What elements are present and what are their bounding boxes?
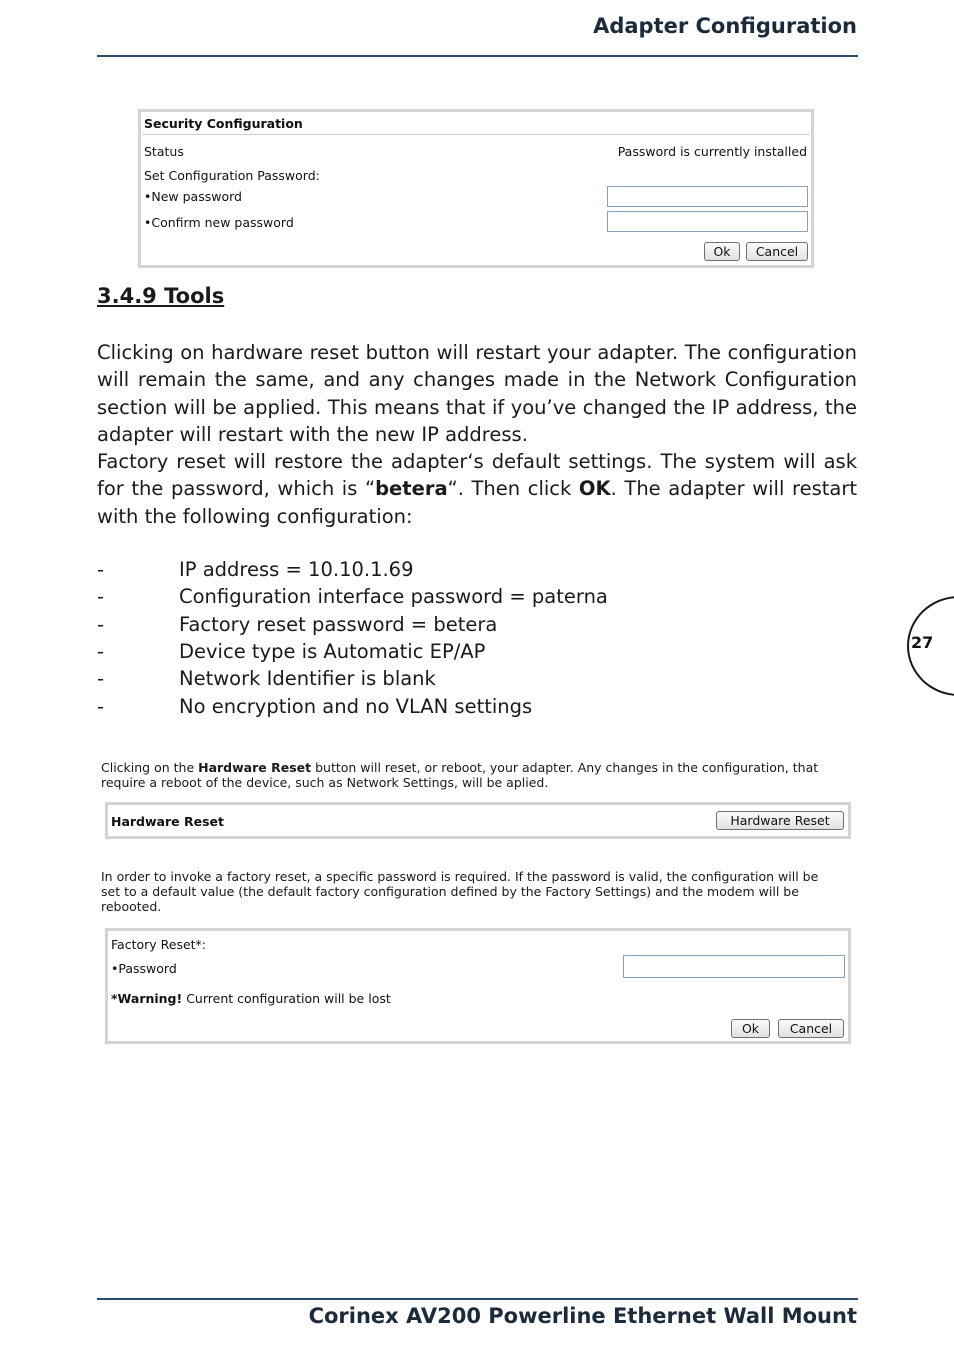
paragraph-hardware-reset: Clicking on hardware reset button will restart your adapter. The configuration will remain the same, and any changes made in the Network Configuration section will be applied. This means that if you’ve changed the IP address, the adapter will restart with the new IP address. xyxy=(97,341,857,446)
password-emphasis: betera xyxy=(375,477,448,501)
new-password-input[interactable] xyxy=(607,186,808,207)
list-item-text: Device type is Automatic EP/AP xyxy=(179,640,486,663)
cancel-button[interactable]: Cancel xyxy=(746,242,808,261)
hardware-reset-note xyxy=(101,760,861,790)
factory-reset-title: Factory Reset*: xyxy=(111,937,207,952)
para-text: . The adapter will restart with the following configuration: xyxy=(97,477,858,528)
list-dash: - xyxy=(97,695,105,718)
list-item xyxy=(97,640,485,663)
header-rule xyxy=(97,55,858,57)
list-dash: - xyxy=(97,558,105,581)
warning-emphasis: *Warning! xyxy=(111,991,183,1006)
new-password-label: •New password xyxy=(144,189,242,204)
list-dash: - xyxy=(97,613,105,636)
set-password-label: Set Configuration Password: xyxy=(144,168,320,183)
factory-password-label: •Password xyxy=(111,961,177,976)
list-item-text: Network Identifier is blank xyxy=(179,667,436,690)
confirm-password-input[interactable] xyxy=(607,211,808,232)
ok-button[interactable]: Ok xyxy=(704,242,740,261)
list-item-text: IP address = 10.10.1.69 xyxy=(179,558,414,581)
panel-divider xyxy=(142,134,810,135)
list-item xyxy=(97,558,414,581)
para-text: Factory reset will restore the adapter‘s default settings. The system will ask for the password, which is “ xyxy=(97,450,857,501)
factory-password-input[interactable] xyxy=(623,955,845,978)
para-text: “. Then click xyxy=(447,477,579,501)
list-dash: - xyxy=(97,667,105,690)
factory-reset-panel xyxy=(105,928,851,1044)
status-value: Password is currently installed xyxy=(617,144,807,159)
note-text: button will reset, or reboot, your adapter. Any changes in the configuration, that require a reboot of the device, such as Network Settings, will be aplied. xyxy=(101,760,819,790)
security-config-title: Security Configuration xyxy=(144,116,303,131)
factory-ok-button[interactable]: Ok xyxy=(731,1019,770,1038)
page-number: 27 xyxy=(911,633,934,652)
list-item-text: Factory reset password = betera xyxy=(179,613,498,636)
hardware-reset-panel xyxy=(105,802,851,839)
factory-reset-note: In order to invoke a factory reset, a specific password is required. If the password is valid, the configuration will be set to a default value (the default factory configuration defined by the Factory Settings) and the modem will be rebooted. xyxy=(101,869,819,914)
confirm-password-label: •Confirm new password xyxy=(144,215,294,230)
hardware-reset-button[interactable]: Hardware Reset xyxy=(716,811,844,830)
paragraph-factory-reset xyxy=(97,448,857,530)
running-footer: Corinex AV200 Powerline Ethernet Wall Mount xyxy=(308,1304,857,1328)
warning-text xyxy=(111,991,391,1006)
running-header: Adapter Configuration xyxy=(593,14,857,38)
warning-message: Current configuration will be lost xyxy=(182,991,391,1006)
list-item xyxy=(97,667,436,690)
security-config-panel xyxy=(138,109,814,268)
ok-emphasis: OK xyxy=(578,477,611,501)
note-text: Clicking on the xyxy=(101,760,199,775)
list-item-text: No encryption and no VLAN settings xyxy=(179,695,533,718)
note-emphasis: Hardware Reset xyxy=(198,760,312,775)
status-label: Status xyxy=(144,144,184,159)
hardware-reset-title: Hardware Reset xyxy=(111,814,224,829)
list-dash: - xyxy=(97,640,105,663)
factory-cancel-button[interactable]: Cancel xyxy=(778,1019,844,1038)
list-item xyxy=(97,585,608,608)
list-item xyxy=(97,613,497,636)
list-item xyxy=(97,695,532,718)
list-item-text: Configuration interface password = paterna xyxy=(179,585,608,608)
footer-rule xyxy=(97,1298,858,1300)
section-heading: 3.4.9 Tools xyxy=(97,284,225,308)
list-dash: - xyxy=(97,585,105,608)
